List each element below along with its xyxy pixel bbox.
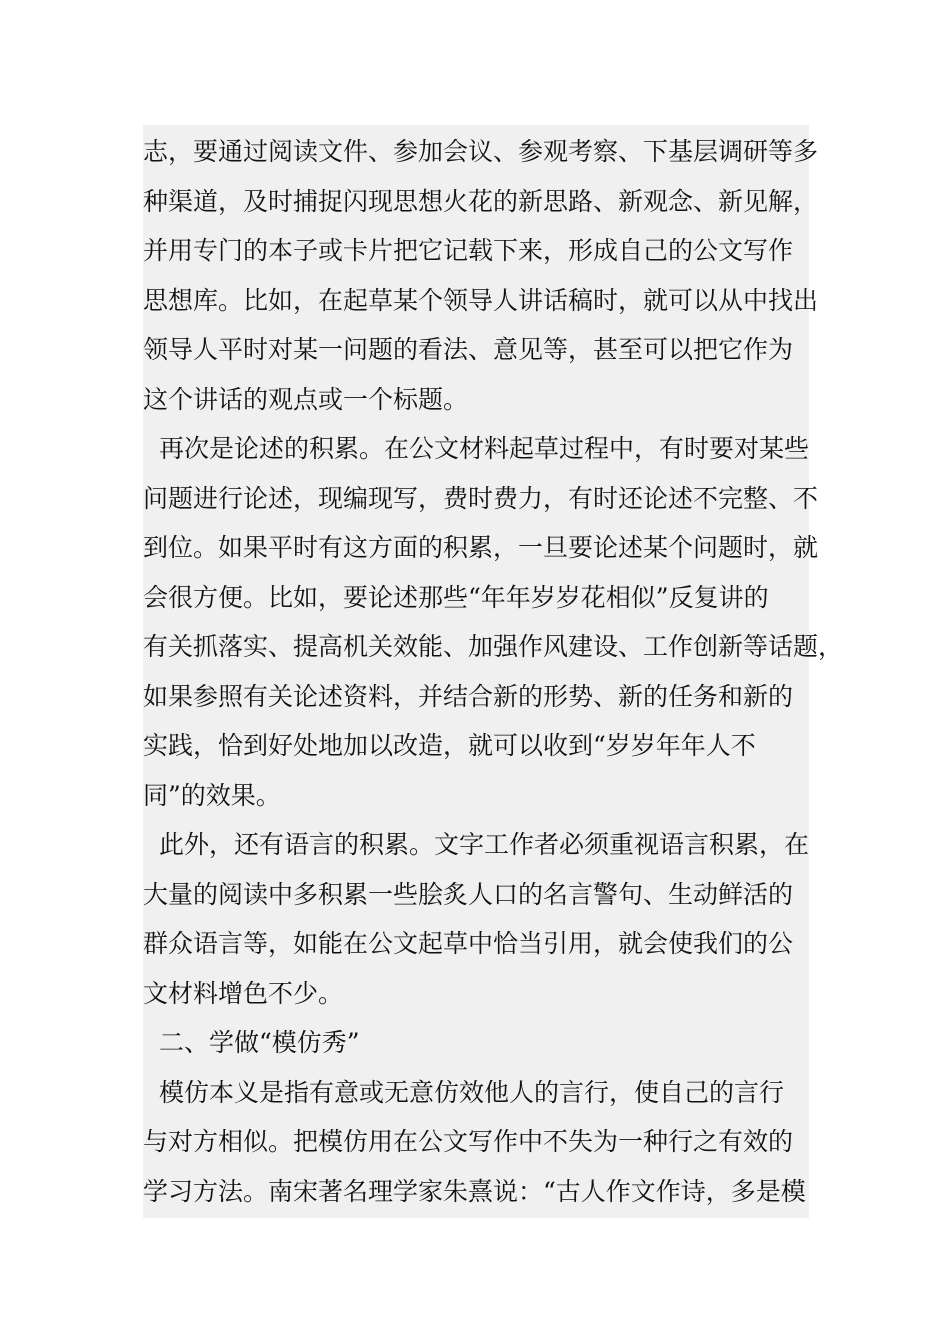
text-line: 会很方便。比如，要论述那些“年年岁岁花相似”反复讲的 <box>143 583 769 612</box>
text-line: 群众语言等，如能在公文起草中恰当引用，就会使我们的公 <box>143 929 794 958</box>
text-line: 文材料增色不少。 <box>143 979 344 1008</box>
text-line: 同”的效果。 <box>143 781 281 810</box>
document-text-block <box>143 125 844 1218</box>
text-line: 志，要通过阅读文件、参加会议、参观考察、下基层调研等多 <box>143 137 819 166</box>
text-line: 到位。如果平时有这方面的积累，一旦要论述某个问题时，就 <box>143 533 819 562</box>
text-line: 与对方相似。把模仿用在公文写作中不失为一种行之有效的 <box>143 1127 794 1156</box>
section-heading: 二、学做“模仿秀” <box>159 1028 360 1057</box>
text-line: 这个讲话的观点或一个标题。 <box>143 385 469 414</box>
text-line: 如果参照有关论述资料，并结合新的形势、新的任务和新的 <box>143 682 794 711</box>
text-line: 领导人平时对某一问题的看法、意见等，甚至可以把它作为 <box>143 335 794 364</box>
text-line: 学习方法。南宋著名理学家朱熹说：“古人作文作诗，多是模 <box>143 1177 806 1206</box>
text-line: 大量的阅读中多积累一些脍炙人口的名言警句、生动鲜活的 <box>143 880 794 909</box>
text-line: 实践，恰到好处地加以改造，就可以收到“岁岁年年人不 <box>143 731 756 760</box>
text-line: 种渠道，及时捕捉闪现思想火花的新思路、新观念、新见解， <box>143 187 819 216</box>
text-line: 并用专门的本子或卡片把它记载下来，形成自己的公文写作 <box>143 236 794 265</box>
paragraph-first-line: 再次是论述的积累。在公文材料起草过程中，有时要对某些 <box>159 434 810 463</box>
text-line: 问题进行论述，现编现写，费时费力，有时还论述不完整、不 <box>143 484 819 513</box>
text-line: 思想库。比如，在起草某个领导人讲话稿时，就可以从中找出 <box>143 286 819 315</box>
text-line: 有关抓落实、提高机关效能、加强作风建设、工作创新等话题， <box>143 632 844 661</box>
paragraph-first-line: 模仿本义是指有意或无意仿效他人的言行，使自己的言行 <box>159 1078 785 1107</box>
paragraph-first-line: 此外，还有语言的积累。文字工作者必须重视语言积累，在 <box>159 830 810 859</box>
